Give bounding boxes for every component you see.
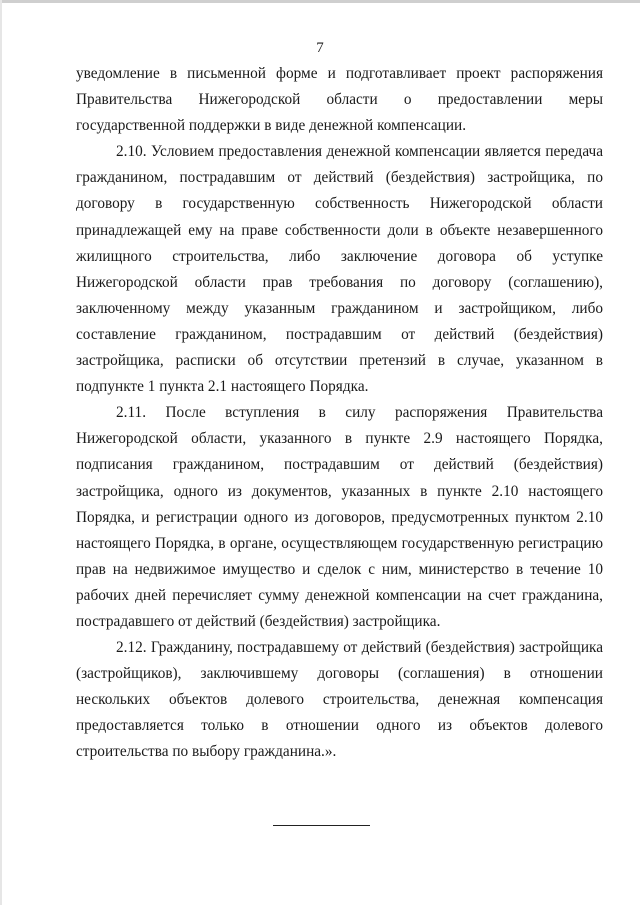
document-body (76, 61, 603, 766)
end-of-text-divider (273, 825, 370, 826)
paragraph-2-12: 2.12. Гражданину, пострадавшему от действий (бездействия) застройщика (застройщиков), заключившему договоры (соглашения) в отношении нескольких объектов долевого строительства, денежная компенсация предоставляется только в отношении одного из объектов долевого строительства по выбору гражданина.». (76, 639, 603, 761)
scan-left-edge (0, 0, 2, 905)
paragraph-2-10: 2.10. Условием предоставления денежной компенсации является передача гражданином, пострадавшим от действий (бездействия) застройщика, по договору в государственную собственность Нижегородской области принадлежащей ему на праве собственности доли в объекте незавершенного жилищного строительства, либо заключение договора об уступке Нижегородской области прав требования по договору (соглашению), заключенному между указанным гражданином и застройщиком, либо составление гражданином, пострадавшим от действий (бездействия) застройщика, расписки об отсутствии претензий в случае, указанном в подпункте 1 пункта 2.1 настоящего Порядка. (76, 143, 603, 396)
page-number: 7 (316, 40, 324, 56)
paragraph-2-11: 2.11. После вступления в силу распоряжения Правительства Нижегородской области, указанного в пункте 2.9 настоящего Порядка, подписания гражданином, пострадавшим от действий (бездействия) застройщика, одного из документов, указанных в пункте 2.10 настоящего Порядка, и регистрации одного из договоров, предусмотренных пунктом 2.10 настоящего Порядка, в органе, осуществляющем государственную регистрацию прав на недвижимое имущество и сделок с ним, министерство в течение 10 рабочих дней перечисляет сумму денежной компенсации на счет гражданина, пострадавшего от действий (бездействия) застройщика. (76, 404, 603, 630)
scan-top-edge (0, 0, 640, 3)
paragraph-continuation: уведомление в письменной форме и подготавливает проект распоряжения Правительства Нижегородской области о предоставлении меры государственной поддержки в виде денежной компенсации. (76, 65, 603, 135)
